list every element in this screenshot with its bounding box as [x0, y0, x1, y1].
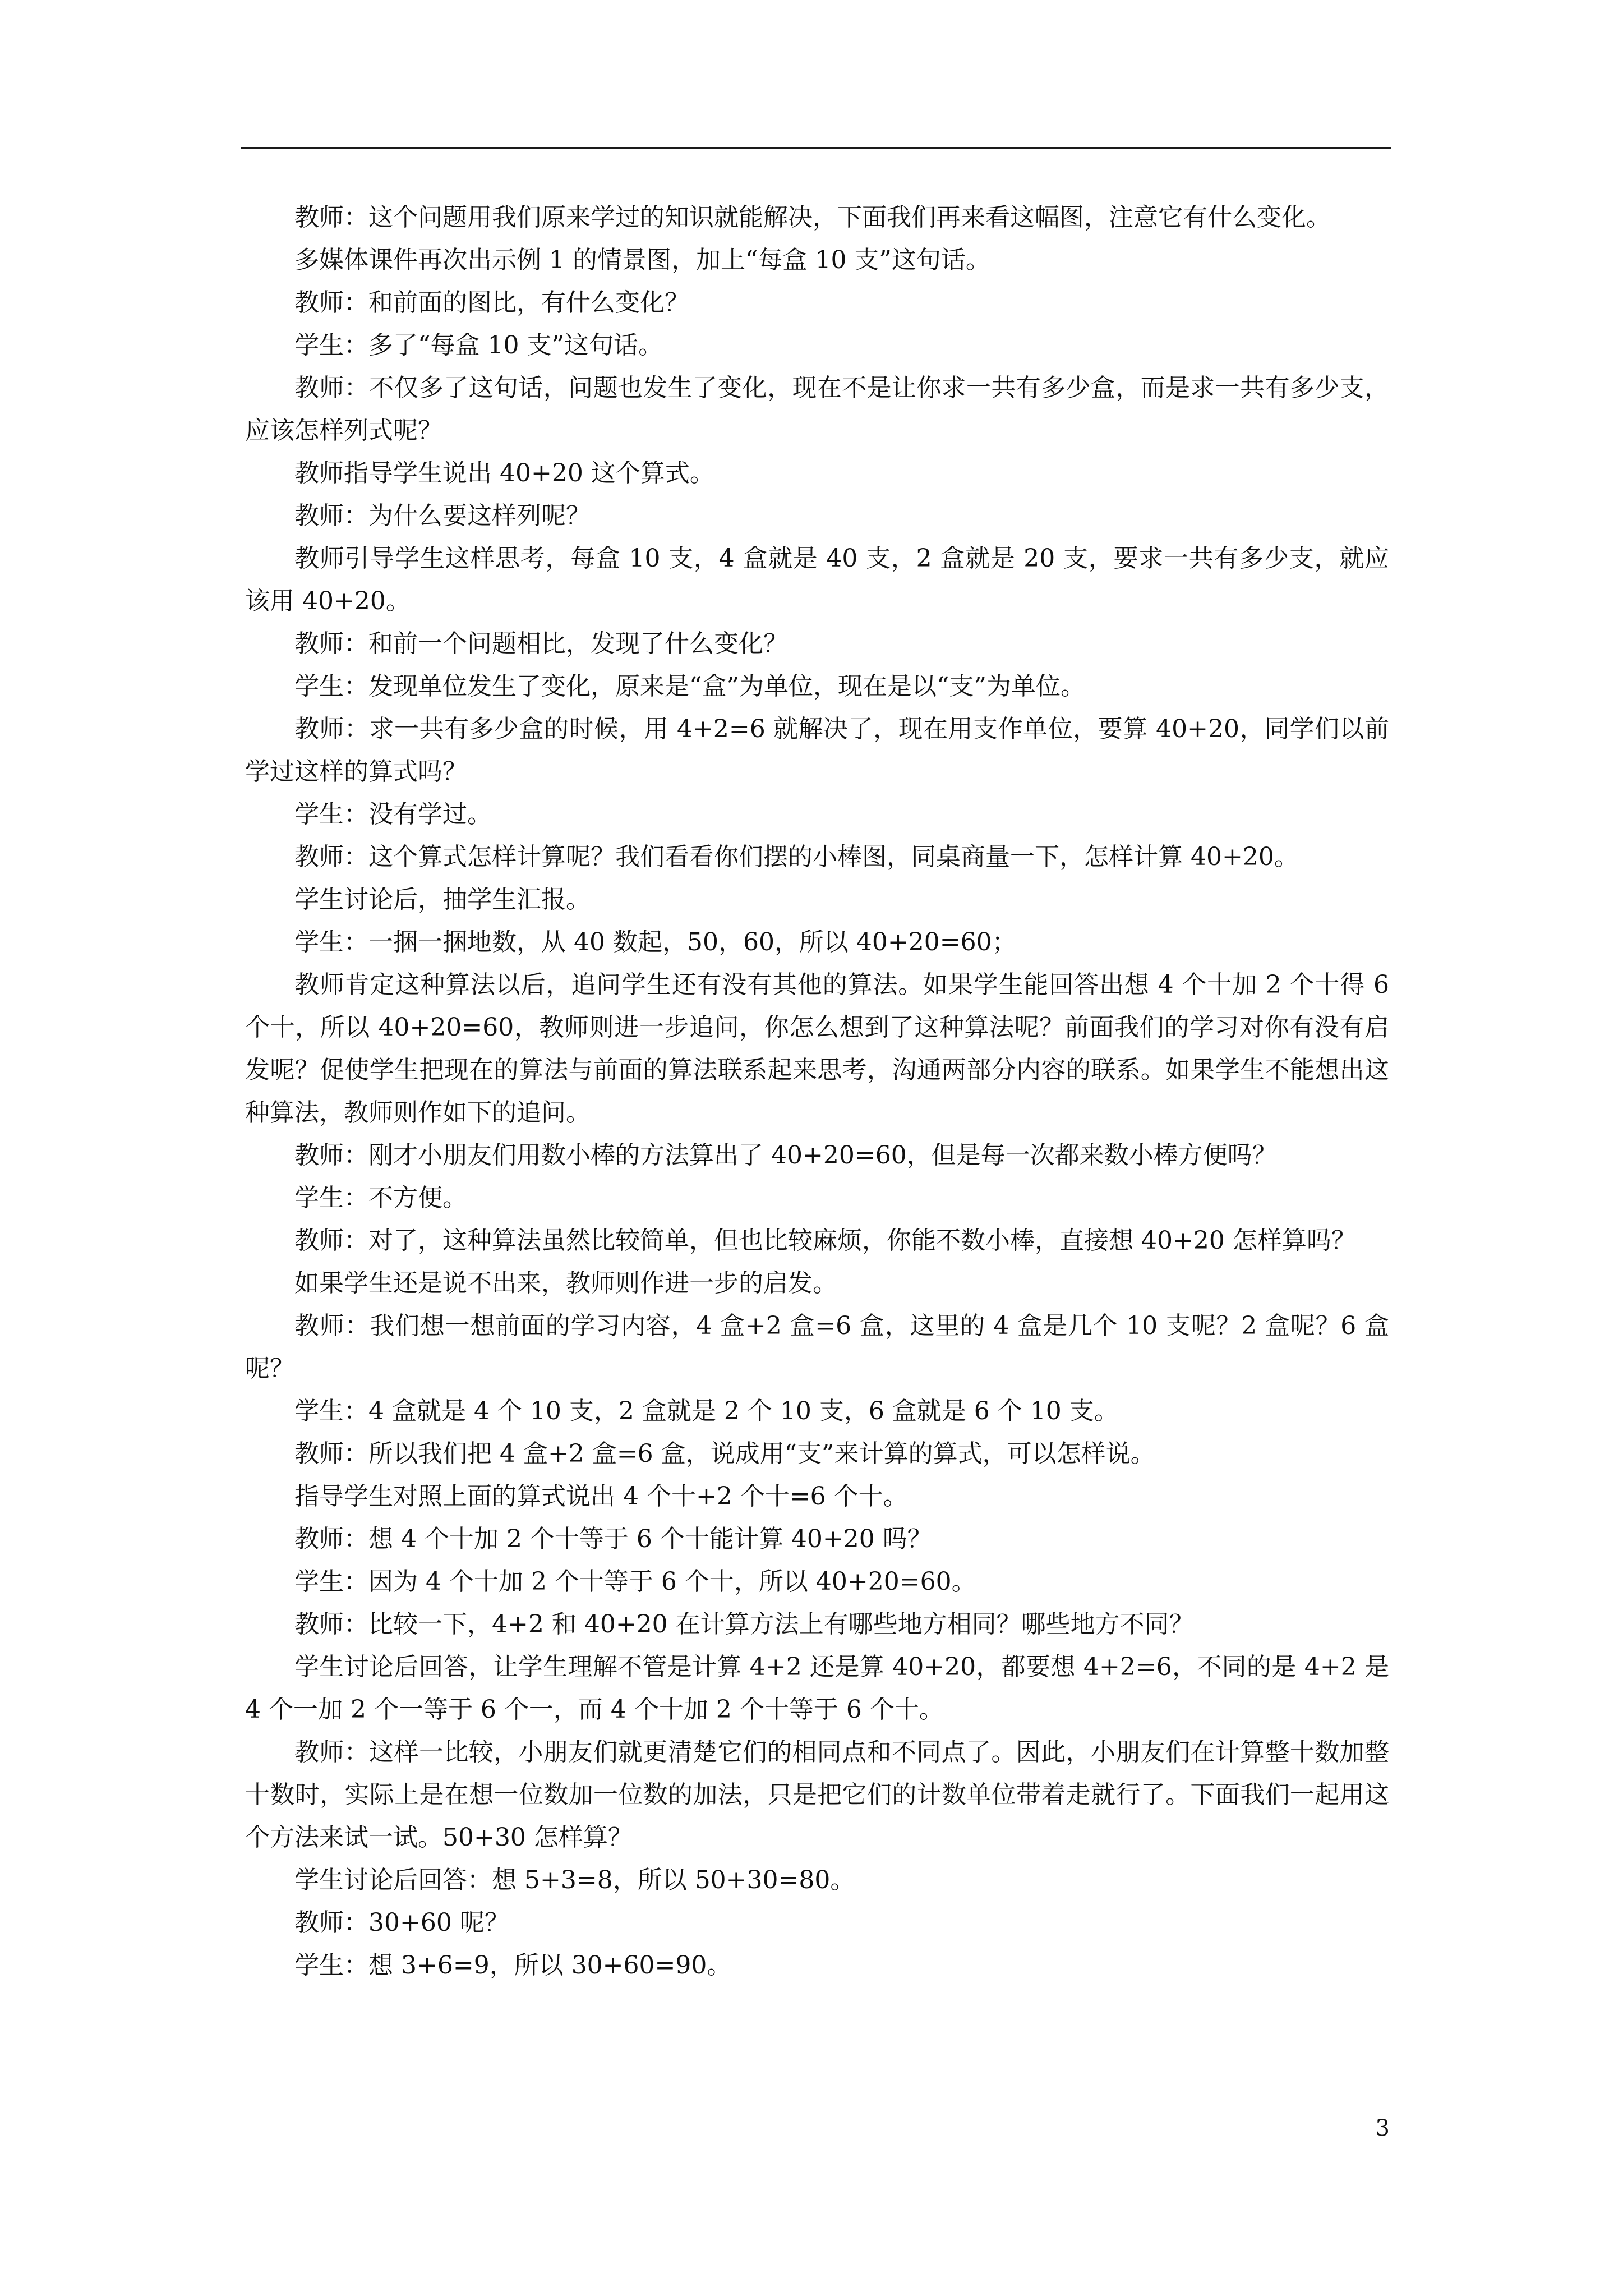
- paragraph: 教师：我们想一想前面的学习内容，4 盒+2 盒=6 盒，这里的 4 盒是几个 10 支呢？2 盒呢？6 盒呢？: [245, 1312, 1389, 1383]
- paragraph: 学生：想 3+6=9，所以 30+60=90。: [294, 1951, 732, 1980]
- paragraph: 教师：比较一下，4+2 和 40+20 在计算方法上有哪些地方相同？哪些地方不同？: [294, 1610, 1194, 1639]
- paragraph: 教师：对了，这种算法虽然比较简单，但也比较麻烦，你能不数小棒，直接想 40+20 怎样算吗？: [294, 1226, 1356, 1255]
- paragraph: 学生：多了“每盒 10 支”这句话。: [294, 331, 663, 360]
- paragraph: 教师引导学生这样思考，每盒 10 支，4 盒就是 40 支，2 盒就是 20 支，要求一共有多少支，就应该用 40+20。: [245, 544, 1389, 615]
- paragraph: 教师：求一共有多少盒的时候，用 4+2=6 就解决了，现在用支作单位，要算 40+20，同学们以前学过这样的算式吗？: [245, 715, 1389, 786]
- paragraph: 教师：和前一个问题相比，发现了什么变化？: [294, 629, 788, 658]
- paragraph: 学生：不方便。: [294, 1184, 467, 1212]
- page-number: 3: [1375, 2115, 1390, 2141]
- header-rule: [241, 147, 1391, 149]
- paragraph: 教师：这样一比较，小朋友们就更清楚它们的相同点和不同点了。因此，小朋友们在计算整十数加整十数时，实际上是在想一位数加一位数的加法，只是把它们的计数单位带着走就行了。下面我们一起用这个方法来试一试。50+30 怎样算？: [245, 1738, 1389, 1852]
- paragraph: 学生：没有学过。: [294, 800, 492, 829]
- paragraph: 学生讨论后回答：想 5+3=8，所以 50+30=80。: [294, 1866, 855, 1894]
- paragraph: 学生：因为 4 个十加 2 个十等于 6 个十，所以 40+20=60。: [294, 1567, 976, 1596]
- paragraph: 学生讨论后回答，让学生理解不管是计算 4+2 还是算 40+20，都要想 4+2=6，不同的是 4+2 是 4 个一加 2 个一等于 6 个一，而 4 个十加 2 个十等于 6 个十。: [245, 1653, 1389, 1724]
- paragraph: 教师：所以我们把 4 盒+2 盒=6 盒，说成用“支”来计算的算式，可以怎样说。: [294, 1439, 1155, 1468]
- paragraph: 多媒体课件再次出示例 1 的情景图，加上“每盒 10 支”这句话。: [294, 246, 990, 274]
- paragraph: 教师：这个算式怎样计算呢？我们看看你们摆的小棒图，同桌商量一下，怎样计算 40+20。: [294, 843, 1299, 871]
- paragraph: 教师指导学生说出 40+20 这个算式。: [294, 459, 714, 487]
- paragraph: 学生：一捆一捆地数，从 40 数起，50，60，所以 40+20=60；: [294, 928, 1017, 956]
- paragraph: 教师：30+60 呢？: [294, 1908, 509, 1937]
- paragraph: 指导学生对照上面的算式说出 4 个十+2 个十=6 个十。: [294, 1482, 908, 1511]
- document-body: [245, 196, 1389, 1987]
- paragraph: 如果学生还是说不出来，教师则作进一步的启发。: [294, 1269, 837, 1297]
- paragraph: 学生：4 盒就是 4 个 10 支，2 盒就是 2 个 10 支，6 盒就是 6 个 10 支。: [294, 1397, 1119, 1425]
- paragraph: 教师：不仅多了这句话，问题也发生了变化，现在不是让你求一共有多少盒，而是求一共有多少支，应该怎样列式呢？: [245, 374, 1389, 445]
- paragraph: 教师：刚才小朋友们用数小棒的方法算出了 40+20=60，但是每一次都来数小棒方便吗？: [294, 1141, 1277, 1170]
- paragraph: 教师：和前面的图比，有什么变化？: [294, 288, 689, 317]
- paragraph: 教师：为什么要这样列呢？: [294, 501, 591, 530]
- paragraph: 教师肯定这种算法以后，追问学生还有没有其他的算法。如果学生能回答出想 4 个十加 2 个十得 6 个十，所以 40+20=60，教师则进一步追问，你怎么想到了这种算法呢？前面我们的学习对你有没有启发呢？促使学生把现在的算法与前面的算法联系起来思考，沟通两部分内容的联系。如果学生不能想出这种算法，教师则作如下的追问。: [245, 970, 1389, 1127]
- paragraph: 教师：想 4 个十加 2 个十等于 6 个十能计算 40+20 吗？: [294, 1525, 932, 1553]
- paragraph: 学生讨论后，抽学生汇报。: [294, 885, 591, 914]
- paragraph: 教师：这个问题用我们原来学过的知识就能解决，下面我们再来看这幅图，注意它有什么变化。: [294, 203, 1331, 232]
- paragraph: 学生：发现单位发生了变化，原来是“盒”为单位，现在是以“支”为单位。: [294, 672, 1085, 701]
